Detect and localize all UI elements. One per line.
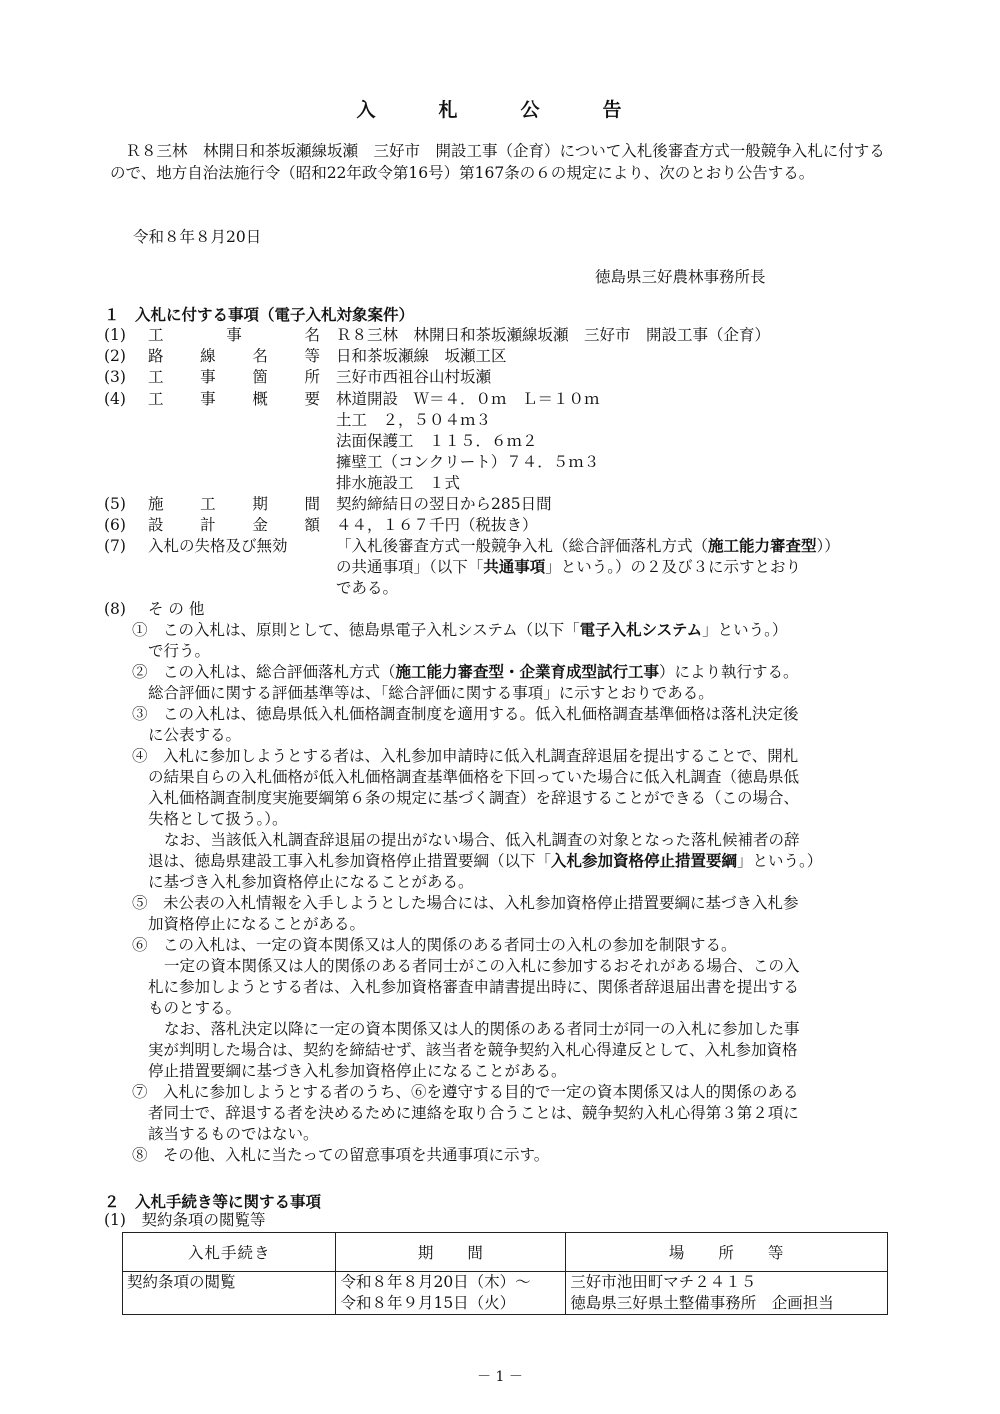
item-value: 林道開設 Ｗ＝４．０ｍ Ｌ＝１０ｍ	[336, 390, 600, 408]
outline-line-4: 排水施設工 １式	[336, 474, 461, 492]
item-value: Ｒ８三林 林開日和茶坂瀬線坂瀬 三好市 開設工事（企育）	[336, 326, 771, 344]
item8-p6-line2: 一定の資本関係又は人的関係のある者同士がこの入札に参加するおそれがある場合、この入	[164, 957, 800, 975]
item-value: 契約締結日の翌日から285日間	[336, 495, 552, 513]
item8-p3-line2: に公表する。	[148, 726, 242, 744]
item8-p7-line3: 該当するものではない。	[148, 1125, 319, 1143]
table-header-row	[123, 1233, 888, 1272]
item8-p5-line2: 加資格停止になることがある。	[148, 915, 366, 933]
item8-p6-line4: ものとする。	[148, 999, 242, 1017]
item8-p4-line5: なお、当該低入札調査辞退届の提出がない場合、低入札調査の対象となった落札候補者の辞	[164, 831, 800, 849]
procedure-table	[122, 1232, 888, 1315]
item8-p6-line6: 実が判明した場合は、契約を締結せず、該当者を競争契約入札心得違反として、入札参加資格	[148, 1041, 798, 1059]
item8-p4-line2: の結果自らの入札価格が低入札価格調査基準価格を下回っていた場合に低入札調査（徳島県低	[148, 768, 800, 786]
table-cell-procedure: 契約条項の閲覧	[123, 1272, 336, 1315]
item-value: 日和茶坂瀬線 坂瀬工区	[336, 347, 507, 365]
item8-p6-line7: 停止措置要綱に基づき入札参加資格停止になることがある。	[148, 1062, 567, 1080]
item-number: (6)	[104, 516, 126, 534]
item-label: 工 事 概 要	[148, 390, 320, 408]
item8-p4-line4: 失格として扱う。）。	[148, 810, 288, 828]
item-value: 三好市西祖谷山村坂瀬	[336, 368, 492, 386]
item7-label: 入札の失格及び無効	[148, 537, 288, 555]
item-label: 工 事 名	[148, 326, 320, 344]
item-label: 施 工 期 間	[148, 495, 320, 513]
item-value: ４４，１６７千円（税抜き）	[336, 516, 538, 534]
outline-line-2: 法面保護工 １１５．６ｍ２	[336, 432, 538, 450]
section2-sub1: (1) 契約条項の閲覧等	[104, 1211, 266, 1229]
item-label: 工 事 箇 所	[148, 368, 320, 386]
item8-p3-line1: ③ この入札は、徳島県低入札価格調査制度を適用する。低入札価格調査基準価格は落札決定後	[132, 705, 799, 723]
outline-line-1: 土工 ２，５０４ｍ３	[336, 411, 492, 429]
item8-label: そ の 他	[148, 600, 205, 618]
item8-p5-line1: ⑤ 未公表の入札情報を入手しようとした場合には、入札参加資格停止措置要綱に基づき入札参	[132, 894, 799, 912]
page-number: － 1 －	[477, 1369, 523, 1385]
item7-line1: 「入札後審査方式一般競争入札（総合評価落札方式（施工能力審査型））	[336, 537, 840, 555]
item8-p4-line1: ④ 入札に参加しようとする者は、入札参加申請時に低入札調査辞退届を提出することで、開札	[132, 747, 799, 765]
item-label: 設 計 金 額	[148, 516, 320, 534]
item-number: (4)	[104, 390, 126, 408]
item8-p7-line2: 者同士で、辞退する者を決めるために連絡を取り合うことは、競争契約入札心得第３第２項に	[148, 1104, 799, 1122]
item-number: (1)	[104, 326, 126, 344]
table-row	[123, 1272, 888, 1315]
item8-p1-line2: で行う。	[148, 642, 211, 660]
section2-heading: ２ 入札手続き等に関する事項	[104, 1193, 322, 1211]
table-cell-place: 三好市池田町マチ２４１５ 徳島県三好県土整備事務所 企画担当	[566, 1272, 888, 1315]
item-number: (3)	[104, 368, 126, 386]
page-title: 入 札 公 告	[356, 99, 644, 121]
table-header: 期 間	[336, 1233, 566, 1272]
item8-p2-line2: 総合評価に関する評価基準等は、「総合評価に関する事項」に示すとおりである。	[148, 684, 714, 702]
item7-line2: の共通事項」（以下「共通事項」という。）の２及び３に示すとおり	[336, 558, 802, 576]
item7-line3: である。	[336, 579, 399, 597]
item8-p2-line1: ② この入札は、総合評価落札方式（施工能力審査型・企業育成型試行工事）により執行する。	[132, 663, 799, 681]
item8-p6-line1: ⑥ この入札は、一定の資本関係又は人的関係のある者同士の入札の参加を制限する。	[132, 936, 737, 954]
item7-num: (7)	[104, 537, 126, 555]
item8-num: (8)	[104, 600, 126, 618]
item-number: (5)	[104, 495, 126, 513]
item8-p8-line1: ⑧ その他、入札に当たっての留意事項を共通事項に示す。	[132, 1146, 550, 1164]
table-cell-period: 令和８年８月20日（木）～ 令和８年９月15日（火）	[336, 1272, 566, 1315]
item8-p7-line1: ⑦ 入札に参加しようとする者のうち、⑥を遵守する目的で一定の資本関係又は人的関係のある	[132, 1083, 799, 1101]
item8-p4-line6: 退は、徳島県建設工事入札参加資格停止措置要綱（以下「入札参加資格停止措置要綱」という。）	[148, 852, 823, 870]
item8-p4-line3: 入札価格調査制度実施要綱第６条の規定に基づく調査）を辞退することができる（この場合、	[148, 789, 800, 807]
item8-p1-line1: ① この入札は、原則として、徳島県電子入札システム（以下「電子入札システム」という。）	[132, 621, 788, 639]
outline-line-3: 擁壁工（コンクリート）７４．５ｍ３	[336, 453, 600, 471]
intro-paragraph: Ｒ８三林 林開日和茶坂瀬線坂瀬 三好市 開設工事（企育）について入札後審査方式一般競争入札に付するので、地方自治法施行令（昭和22年政令第16号）第167条の６の規定により、次のとおり公告する。	[110, 142, 885, 182]
table-header: 入札手続き	[123, 1233, 336, 1272]
item8-p6-line5: なお、落札決定以降に一定の資本関係又は人的関係のある者同士が同一の入札に参加した事	[164, 1020, 800, 1038]
issuer-name: 徳島県三好農林事務所長	[595, 268, 766, 286]
item8-p6-line3: 札に参加しようとする者は、入札参加資格審査申請書提出時に、関係者辞退届出書を提出する	[148, 978, 800, 996]
item8-p4-line7: に基づき入札参加資格停止になることがある。	[148, 873, 474, 891]
section1-heading: １ 入札に付する事項（電子入札対象案件）	[104, 306, 415, 324]
item-number: (2)	[104, 347, 126, 365]
announcement-date: 令和８年８月20日	[133, 228, 262, 246]
item-label: 路 線 名 等	[148, 347, 320, 365]
table-header: 場 所 等	[566, 1233, 888, 1272]
